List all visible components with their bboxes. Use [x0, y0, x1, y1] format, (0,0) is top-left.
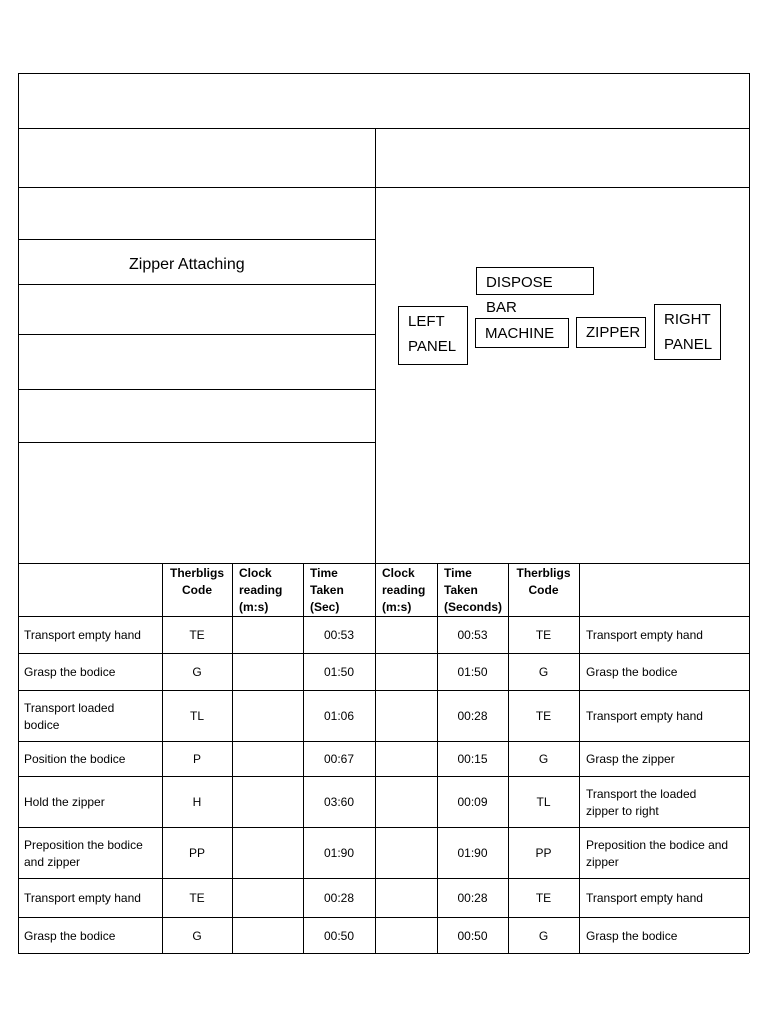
lh-therbligs-code-cell: P [192, 752, 201, 766]
header-divider-line [18, 128, 749, 129]
left-row-line [18, 442, 375, 443]
lh-description-cell: Transport empty hand [24, 628, 141, 642]
left-row-line [18, 389, 375, 390]
table-row-line [18, 690, 749, 691]
table-row-line [18, 616, 749, 617]
lh-description-cell: Grasp the bodice [24, 928, 116, 943]
rh-description-cell: Transport empty hand [586, 628, 703, 642]
lh-description-cell: Transport loaded bodice [24, 700, 115, 732]
rh-therbligs-code-cell: TL [536, 795, 551, 809]
lh-time-taken-cell: 01:50 [323, 665, 355, 679]
lh-description-cell: Transport empty hand [24, 891, 141, 905]
table-row-line [18, 776, 749, 777]
rh-time-taken-cell: 00:53 [457, 628, 488, 642]
rh-therbligs-code-cell: G [538, 665, 549, 679]
lh-therbligs-code-cell: TE [189, 891, 205, 905]
table-row-line [18, 917, 749, 918]
table-top-line [18, 563, 749, 564]
lh-description-cell: Grasp the bodice [24, 665, 116, 679]
table-row-line [18, 878, 749, 879]
table-row-line [18, 653, 749, 654]
left-panel-box [398, 306, 468, 365]
lh-time-taken-cell: 01:06 [323, 709, 355, 723]
lh-time-taken-cell: 00:53 [323, 628, 355, 642]
rh-description-cell: Transport the loaded zipper to right [586, 786, 697, 818]
rh-time-taken-cell: 00:28 [457, 709, 488, 723]
left-row-line [18, 334, 375, 335]
right-panel-label-line1: RIGHT [664, 311, 711, 328]
table-row-line [18, 741, 749, 742]
rh-therbligs-code-cell: G [538, 752, 549, 766]
lh-time-taken-cell: 00:67 [323, 752, 355, 766]
header-lh-time-taken: Time Taken (Sec) [310, 566, 344, 614]
rh-therbligs-code-cell: G [538, 928, 549, 943]
table-row-line [18, 827, 749, 828]
rh-time-taken-cell: 00:09 [457, 795, 488, 809]
lh-time-taken-cell: 00:28 [323, 891, 355, 905]
rh-time-taken-cell: 00:50 [457, 928, 488, 943]
rh-therbligs-code-cell: TE [535, 628, 552, 642]
rh-therbligs-code-cell: TE [535, 709, 552, 723]
lh-description-cell: Position the bodice [24, 752, 126, 766]
header-rh-therbligs-code: Therbligs Code [516, 566, 571, 597]
header-lh-clock-reading: Clock reading (m:s) [239, 566, 283, 614]
lh-therbligs-code-cell: G [192, 665, 202, 679]
header-center-line [375, 128, 376, 563]
lh-therbligs-code-cell: G [192, 928, 202, 943]
lh-time-taken-cell: 03:60 [323, 795, 355, 809]
left-row-line [18, 239, 375, 240]
lh-time-taken-cell: 00:50 [323, 928, 355, 943]
header-rh-clock-reading: Clock reading (m:s) [382, 566, 426, 614]
lh-therbligs-code-cell: TL [189, 709, 204, 723]
frame-right-line [749, 73, 750, 953]
left-row-line [18, 284, 375, 285]
rh-time-taken-cell: 00:15 [457, 752, 488, 766]
frame-left-line [18, 73, 19, 953]
lh-therbligs-code-cell: PP [188, 846, 205, 860]
rh-time-taken-cell: 01:50 [457, 665, 488, 679]
dispose-bar-box: DISPOSE BAR [476, 267, 594, 295]
right-panel-label-line2: PANEL [664, 336, 713, 353]
table-bottom-line [18, 953, 749, 954]
header-rh-time-taken: Time Taken (Seconds) [444, 566, 503, 614]
rh-description-cell: Transport empty hand [586, 709, 703, 723]
header-lh-therbligs-code: Therbligs Code [169, 566, 224, 597]
left-panel-label-line2: PANEL [408, 338, 457, 355]
rh-description-cell: Preposition the bodice and zipper [586, 837, 729, 869]
lh-description-cell: Preposition the bodice and zipper [24, 837, 143, 869]
rh-description-cell: Grasp the bodice [586, 665, 678, 679]
header-divider-line-2 [18, 187, 749, 188]
lh-therbligs-code-cell: TE [189, 628, 205, 642]
rh-therbligs-code-cell: PP [535, 846, 552, 860]
rh-description-cell: Grasp the bodice [586, 928, 678, 943]
rh-therbligs-code-cell: TE [535, 891, 552, 905]
lh-description-cell: Hold the zipper [24, 795, 105, 809]
lh-therbligs-code-cell: H [192, 795, 202, 809]
table-col-line [579, 563, 580, 953]
rh-time-taken-cell: 00:28 [457, 891, 488, 905]
right-panel-box [654, 304, 721, 360]
frame-top-line [18, 73, 749, 74]
zipper-box: ZIPPER [576, 317, 646, 348]
left-panel-label-line1: LEFT [408, 313, 445, 330]
machine-box: MACHINE [475, 318, 569, 348]
table-col-line [232, 563, 233, 953]
table-col-line [375, 563, 376, 953]
rh-description-cell: Transport empty hand [586, 891, 703, 905]
rh-time-taken-cell: 01:90 [457, 846, 488, 860]
section-title: Zipper Attaching [129, 256, 245, 273]
rh-description-cell: Grasp the zipper [586, 752, 675, 766]
lh-time-taken-cell: 01:90 [323, 846, 355, 860]
